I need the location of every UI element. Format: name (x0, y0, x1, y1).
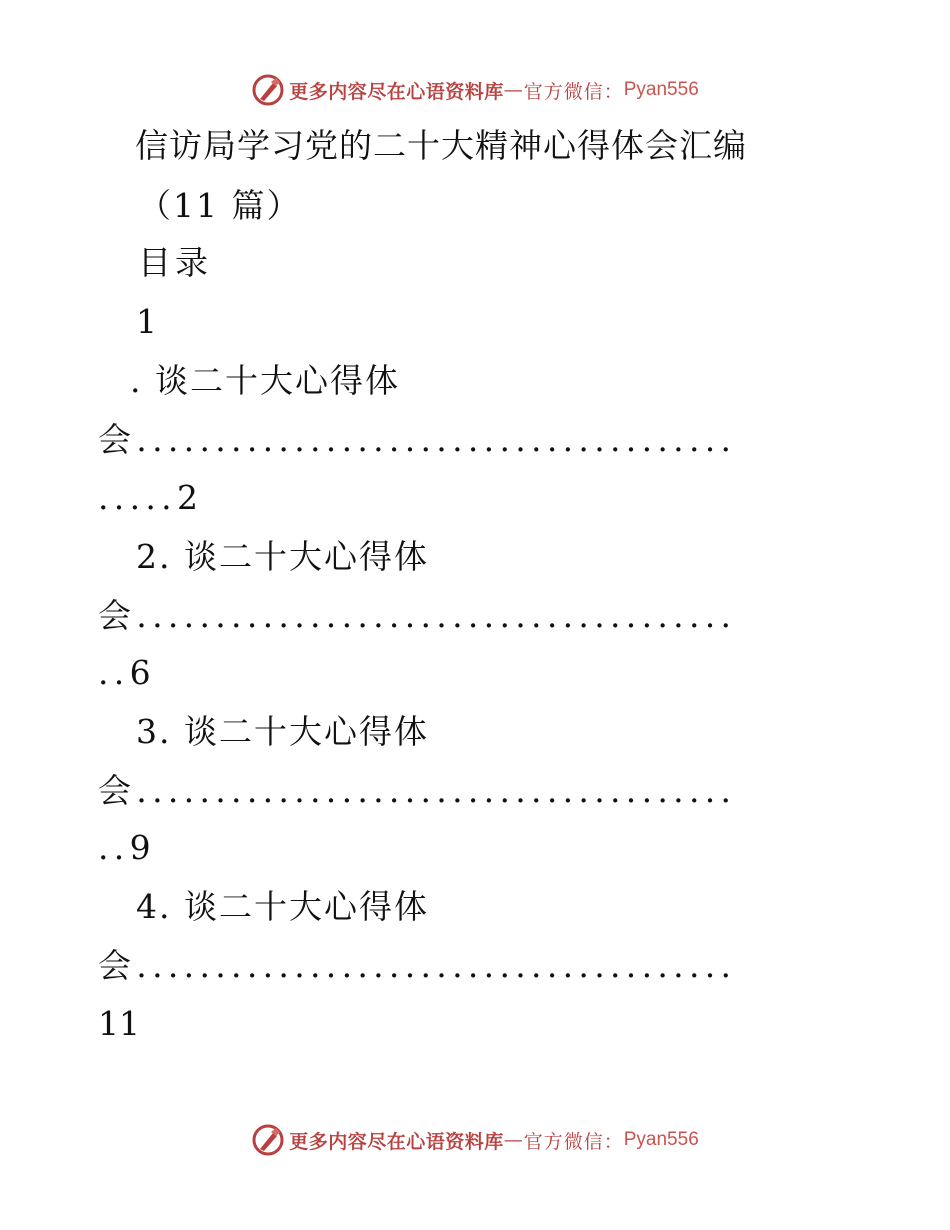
watermark-brand: 更多内容尽在心语资料库 (289, 1130, 504, 1153)
toc-entry-leader: 会...................................... (98, 420, 737, 459)
pen-logo-icon (251, 1123, 285, 1157)
toc-entry-label[interactable]: 2. 谈二十大心得体 (136, 537, 429, 576)
header-watermark (0, 70, 950, 110)
watermark-wechat-id: Pyan556 (623, 79, 699, 100)
pen-logo-icon (251, 73, 285, 107)
toc-entry-page[interactable]: ..9 (98, 828, 156, 867)
document-title: 信访局学习党的二十大精神心得体会汇编 (135, 126, 747, 165)
watermark-brand: 更多内容尽在心语资料库 (289, 80, 504, 103)
toc-entry-label[interactable]: . 谈二十大心得体 (130, 361, 400, 400)
toc-entry-leader: 会...................................... (98, 946, 737, 985)
watermark-dash: — (503, 1129, 524, 1151)
watermark-wechat-label: 官方微信： (523, 80, 624, 103)
toc-entry-label[interactable]: 3. 谈二十大心得体 (136, 712, 429, 751)
toc-entry-leader: 会...................................... (98, 596, 737, 635)
watermark-wechat-id: Pyan556 (623, 1129, 699, 1150)
footer-watermark (0, 1120, 950, 1160)
watermark-dash: — (503, 79, 524, 101)
watermark-wechat-label: 官方微信： (523, 1130, 624, 1153)
toc-entry-page[interactable]: ..6 (98, 653, 156, 692)
toc-heading: 目录 (138, 243, 212, 282)
toc-entry-page[interactable]: 11 (98, 1004, 140, 1043)
document-subtitle: （11 篇） (138, 186, 302, 225)
toc-entry-leader: 会...................................... (98, 771, 737, 810)
toc-entry-page[interactable]: .....2 (98, 478, 204, 517)
toc-entry-label[interactable]: 4. 谈二十大心得体 (136, 887, 429, 926)
toc-entry-number: 1 (136, 302, 157, 341)
